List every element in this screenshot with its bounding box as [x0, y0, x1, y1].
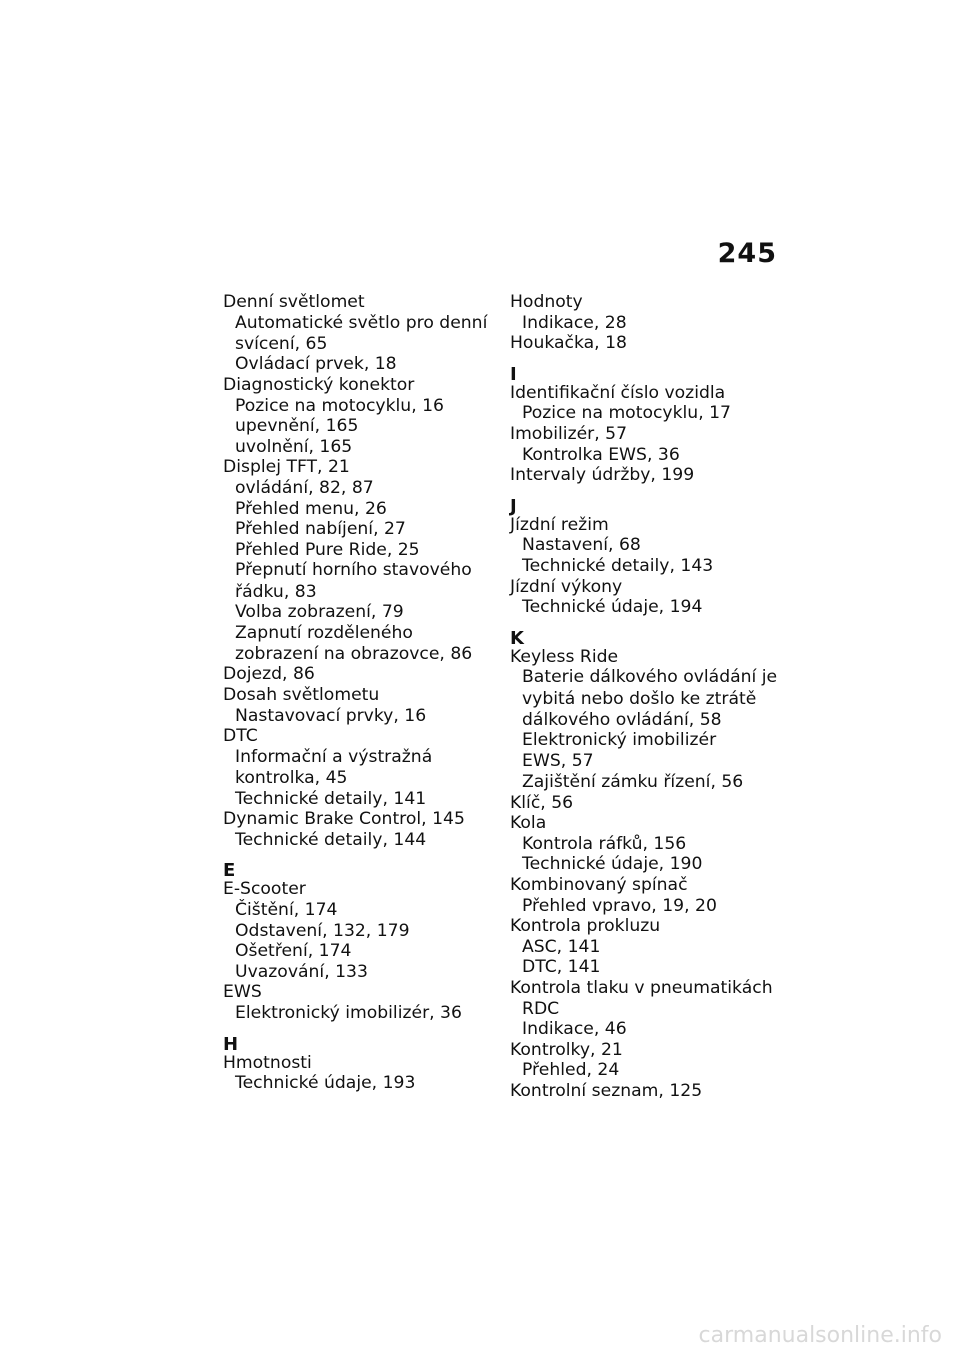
index-subentry-line: Čištění, 174	[235, 900, 338, 920]
index-entry-head: Intervaly údržby, 199	[510, 465, 695, 486]
index-subentry-line: Uvazování, 133	[235, 961, 368, 982]
index-entry	[510, 515, 800, 577]
page-number: 245	[717, 238, 777, 269]
index-entry-head: Dynamic Brake Control, 145	[223, 809, 465, 830]
index-subentry-line: Technické detaily, 144	[235, 829, 427, 850]
index-entry-head: Diagnostický konektor	[223, 374, 415, 395]
index-entry	[510, 1081, 800, 1102]
index-entry-head: Jízdní výkony	[510, 576, 623, 597]
index-subentry-line: DTC, 141	[522, 957, 601, 978]
index-entry	[223, 292, 495, 375]
index-subentry-line: dálkového ovládání, 58	[522, 709, 722, 730]
index-entry	[510, 333, 800, 354]
index-subentry	[223, 354, 495, 375]
index-entry-head: Kontrolky, 21	[510, 1039, 623, 1060]
index-subentry	[223, 706, 495, 727]
index-column-right	[510, 292, 800, 1102]
index-entry	[223, 879, 495, 982]
index-entry	[510, 465, 800, 486]
index-subentry-line: Technické údaje, 194	[522, 597, 703, 618]
index-subentry	[510, 403, 800, 424]
index-entry-head: Kombinovaný spínač	[510, 875, 688, 896]
index-subentry-line: ovládání, 82, 87	[235, 477, 374, 498]
index-subentry-line: Přehled Pure Ride, 25	[235, 539, 420, 560]
index-subentry	[223, 921, 495, 942]
index-subentry	[510, 957, 800, 978]
index-subentry	[510, 834, 800, 855]
index-subentry-line: Technické detaily, 141	[235, 788, 427, 809]
index-subentry-line: zobrazení na obrazovce, 86	[235, 643, 473, 664]
index-subentry-line: Pozice na motocyklu, 16	[235, 395, 444, 416]
index-entry	[510, 577, 800, 618]
index-subentry-line: vybitá nebo došlo ke ztrátě	[522, 688, 757, 709]
index-entry	[510, 292, 800, 333]
index-subentry	[223, 747, 495, 789]
index-entry	[510, 1040, 800, 1081]
index-subentry-line: ASC, 141	[522, 936, 601, 957]
index-column-left	[223, 292, 495, 1094]
index-entry-head: Denní světlomet	[223, 292, 365, 312]
index-entry	[510, 875, 800, 916]
index-entry-head: Houkačka, 18	[510, 333, 627, 354]
index-subentry-line: Nastavovací prvky, 16	[235, 705, 427, 726]
index-subentry	[510, 772, 800, 793]
index-entry-head: Dosah světlometu	[223, 685, 380, 706]
index-letter-heading: K	[510, 627, 524, 649]
index-subentry	[223, 789, 495, 810]
index-letter-heading: H	[223, 1033, 239, 1055]
index-entry-head: Keyless Ride	[510, 646, 619, 667]
index-letter-heading: E	[223, 860, 236, 882]
index-subentry-line: Technické detaily, 143	[522, 555, 714, 576]
index-subentry-line: EWS, 57	[522, 751, 594, 772]
index-subentry-line: Ošetření, 174	[235, 941, 352, 962]
index-subentry-line: upevnění, 165	[235, 416, 359, 437]
index-entry	[510, 813, 800, 875]
index-subentry	[510, 445, 800, 466]
index-entry-head: Kontrolní seznam, 125	[510, 1080, 703, 1101]
index-subentry-line: řádku, 83	[235, 581, 317, 602]
index-subentry-line: Indikace, 46	[522, 1019, 627, 1040]
index-entry-head: DTC	[223, 726, 258, 747]
index-subentry	[223, 437, 495, 458]
index-subentry-line: Elektronický imobilizér, 36	[235, 1002, 462, 1023]
index-entry-head: Dojezd, 86	[223, 664, 315, 685]
index-subentry-line: Informační a výstražná	[235, 746, 433, 767]
index-entry-head: Kola	[510, 813, 547, 834]
index-subentry	[223, 1003, 495, 1024]
index-entry	[223, 1053, 495, 1094]
index-entry	[223, 809, 495, 850]
index-entry	[223, 982, 495, 1023]
index-subentry	[223, 313, 495, 355]
index-subentry	[510, 896, 800, 917]
index-subentry-line: uvolnění, 165	[235, 436, 353, 457]
index-subentry-line: Technické údaje, 190	[522, 854, 703, 875]
index-subentry-line: Kontrola ráfků, 156	[522, 833, 687, 854]
index-subentry-line: Baterie dálkového ovládání je	[522, 667, 778, 688]
index-subentry	[510, 597, 800, 618]
index-subentry-line: Nastavení, 68	[522, 535, 641, 556]
index-entry	[510, 978, 800, 1040]
index-subentry-line: Ovládací prvek, 18	[235, 354, 397, 375]
index-subentry	[510, 667, 800, 730]
index-subentry	[223, 478, 495, 499]
index-subentry	[223, 396, 495, 417]
index-subentry-line: kontrolka, 45	[235, 768, 348, 789]
index-entry-head: EWS	[223, 982, 262, 1003]
index-entry-head: Imobilizér, 57	[510, 423, 628, 444]
index-entry-head: Hmotnosti	[223, 1052, 312, 1073]
index-subentry-line: RDC	[522, 998, 560, 1019]
index-entry-head: Kontrola prokluzu	[510, 916, 661, 937]
index-subentry-line: Technické údaje, 193	[235, 1073, 416, 1094]
index-subentry	[510, 535, 800, 556]
index-subentry	[223, 540, 495, 561]
index-subentry-line: Přehled, 24	[522, 1060, 620, 1081]
index-entry-head: Hodnoty	[510, 292, 583, 312]
index-subentry	[510, 730, 800, 772]
index-entry-head: E-Scooter	[223, 879, 306, 900]
index-entry-head: Displej TFT, 21	[223, 457, 350, 478]
index-subentry-line: Přehled vpravo, 19, 20	[522, 895, 717, 916]
index-subentry	[223, 1073, 495, 1094]
footer-watermark: carmanualsonline.info	[698, 1323, 942, 1348]
index-subentry	[223, 519, 495, 540]
index-entry-head: Kontrola tlaku v pneumatikách	[510, 978, 773, 998]
index-subentry-line: Automatické světlo pro denní	[235, 312, 488, 333]
index-subentry	[510, 313, 800, 334]
index-entry	[223, 685, 495, 726]
index-subentry	[223, 830, 495, 851]
index-entry	[223, 375, 495, 457]
index-entry	[223, 664, 495, 685]
index-entry	[223, 726, 495, 809]
index-entry-head: Jízdní režim	[510, 514, 609, 535]
index-entry-head: Identifikační číslo vozidla	[510, 382, 726, 403]
index-subentry	[510, 854, 800, 875]
index-subentry	[223, 602, 495, 623]
index-subentry-line: Odstavení, 132, 179	[235, 920, 410, 941]
index-letter-heading: I	[510, 363, 517, 385]
index-subentry-line: Zajištění zámku řízení, 56	[522, 772, 744, 793]
index-subentry	[223, 962, 495, 983]
index-subentry-line: Zapnutí rozděleného	[235, 622, 413, 643]
index-subentry-line: Elektronický imobilizér	[522, 730, 717, 751]
index-subentry-line: Přehled nabíjení, 27	[235, 519, 406, 540]
index-entry	[510, 424, 800, 465]
index-subentry	[223, 499, 495, 520]
index-subentry	[223, 900, 495, 921]
index-subentry	[510, 999, 800, 1020]
index-entry-head: Klíč, 56	[510, 792, 574, 813]
index-subentry-line: Přehled menu, 26	[235, 498, 387, 519]
index-subentry-line: Přepnutí horního stavového	[235, 560, 472, 581]
index-subentry-line: Kontrolka EWS, 36	[522, 444, 680, 465]
index-entry	[510, 793, 800, 814]
index-subentry	[223, 560, 495, 602]
index-entry	[510, 647, 800, 793]
index-subentry-line: Volba zobrazení, 79	[235, 602, 404, 623]
index-subentry-line: Indikace, 28	[522, 312, 627, 333]
index-subentry	[510, 556, 800, 577]
index-subentry	[223, 623, 495, 665]
index-entry	[510, 383, 800, 424]
index-entry	[510, 916, 800, 978]
index-subentry	[510, 1060, 800, 1081]
index-subentry	[223, 941, 495, 962]
index-letter-heading: J	[510, 495, 517, 517]
index-entry	[223, 457, 495, 664]
index-subentry-line: svícení, 65	[235, 333, 328, 354]
index-subentry-line: Pozice na motocyklu, 17	[522, 403, 731, 424]
index-subentry	[510, 937, 800, 958]
index-subentry	[223, 416, 495, 437]
index-subentry	[510, 1019, 800, 1040]
